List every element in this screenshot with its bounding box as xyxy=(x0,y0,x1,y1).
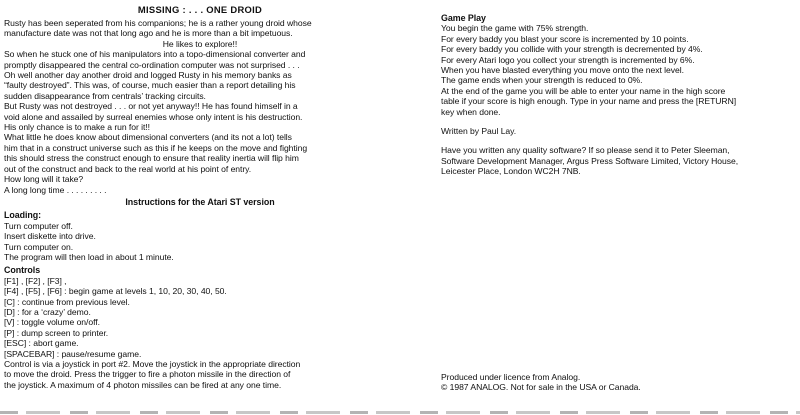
loading-list xyxy=(4,221,396,263)
gameplay-line: For every baddy you blast your score is incremented by 10 points. xyxy=(441,33,689,44)
story-line: manufacture date was not that long ago and he is more than a bit impetuous. xyxy=(4,28,293,39)
gameplay-line: table if your score is high enough. Type in your name and press the [RETURN] xyxy=(441,96,737,107)
story-line: Oh well another day another droid and logged Rusty in his memory banks as xyxy=(4,70,292,81)
loading-heading: Loading: xyxy=(4,210,42,221)
controls-line: [SPACEBAR] : pause/resume game. xyxy=(4,348,142,359)
controls-line: Control is via a joystick in port #2. Move the joystick in the appropriate direction xyxy=(4,359,301,369)
submission-line: Software Development Manager, Argus Press Software Limited, Victory House, xyxy=(441,155,739,166)
controls-line: [V] : toggle volume on/off. xyxy=(4,317,100,328)
controls-line: the joystick. A maximum of 4 photon missiles can be fired at any one time. xyxy=(4,379,282,390)
controls-line: [F4] , [F5] , [F6] : begin game at levels 1, 10, 20, 30, 40, 50. xyxy=(4,286,227,297)
gameplay-line: For every Atari logo you collect your strength is incremented by 6%. xyxy=(441,54,695,65)
left-column xyxy=(4,0,396,390)
submission-line: Leicester Place, London WC2H 7NB. xyxy=(441,166,581,177)
loading-line: Turn computer off. xyxy=(4,220,73,231)
controls-line: to move the droid. Press the trigger to fire a photon missile in the direction of xyxy=(4,369,291,380)
story-line: His only chance is to make a run for it!! xyxy=(4,122,151,133)
story-line: him that in a construct universe such as this if he keeps on the move and fighting xyxy=(4,142,308,153)
story-line: Rusty has been seperated from his companions; he is a rather young droid whose xyxy=(4,18,312,28)
gameplay-line: When you have blasted everything you move onto the next level. xyxy=(441,65,684,76)
loading-line: Turn computer on. xyxy=(4,241,74,252)
controls-line: [F1] , [F2] , [F3] , xyxy=(4,275,67,286)
licence-line: Produced under licence from Analog. xyxy=(441,372,581,382)
story-paragraph xyxy=(4,18,396,195)
controls-list xyxy=(4,276,396,390)
copyright-line: © 1987 ANALOG. Not for sale in the USA or Canada. xyxy=(441,382,641,393)
controls-line: [P] : dump screen to printer. xyxy=(4,327,109,338)
story-line: How long will it take? xyxy=(4,174,84,185)
story-line: What little he does know about dimensional converters (and its not a lot) tells xyxy=(4,132,292,143)
story-line: A long long time . . . . . . . . . xyxy=(4,184,107,195)
loading-line: Insert diskette into drive. xyxy=(4,231,96,242)
gameplay-line: At the end of the game you will be able to enter your name in the high score xyxy=(441,85,726,96)
story-tagline: He likes to explore!! xyxy=(162,38,238,49)
story-line: out of the construct and back to the real world at his point of entry. xyxy=(4,163,252,174)
submission-line: Have you written any quality software? If so please send it to Peter Sleeman, xyxy=(441,145,730,156)
controls-line: [D] : for a ‘crazy’ demo. xyxy=(4,306,91,317)
author-credit: Written by Paul Lay. xyxy=(441,126,517,137)
gameplay-line: You begin the game with 75% strength. xyxy=(441,23,589,34)
controls-line: [C] : continue from previous level. xyxy=(4,296,130,307)
right-column xyxy=(441,0,791,177)
story-line: sudden disappearance from centrals’ tracking circuits. xyxy=(4,90,206,101)
gameplay-line: For every baddy you collide with your strength is decremented by 4%. xyxy=(441,44,703,55)
loading-line: The program will then load in about 1 minute. xyxy=(4,251,174,262)
story-line: void alone and assailed by surreal enemies whose only intent is his destruction. xyxy=(4,111,303,122)
story-line: promptly disappeared the central co-ordination computer was not surprised . . . xyxy=(4,59,300,70)
gameplay-line: key when done. xyxy=(441,106,501,117)
scan-artifact xyxy=(0,411,800,414)
gameplay-list xyxy=(441,23,791,117)
gameplay-line: The game ends when your strength is reduced to 0%. xyxy=(441,75,643,86)
story-line: “faulty destroyed”. This was, of course, much easier than a report detailing his xyxy=(4,80,296,91)
story-line: But Rusty was not destroyed . . . or not yet anyway!! He has found himself in a xyxy=(4,101,298,112)
controls-heading: Controls xyxy=(4,265,41,276)
instructions-title: Instructions for the Atari ST version xyxy=(125,196,275,207)
page-title: MISSING : . . . ONE DROID xyxy=(137,4,263,15)
footer xyxy=(441,372,791,393)
submission-notice xyxy=(441,145,791,176)
story-line: this should stress the construct enough to ensure that reality inertia will flip him xyxy=(4,153,299,164)
controls-line: [ESC] : abort game. xyxy=(4,338,79,349)
gameplay-heading: Game Play xyxy=(441,13,486,23)
story-line: So when he stuck one of his manipulators into a topo-dimensional converter and xyxy=(4,49,306,60)
